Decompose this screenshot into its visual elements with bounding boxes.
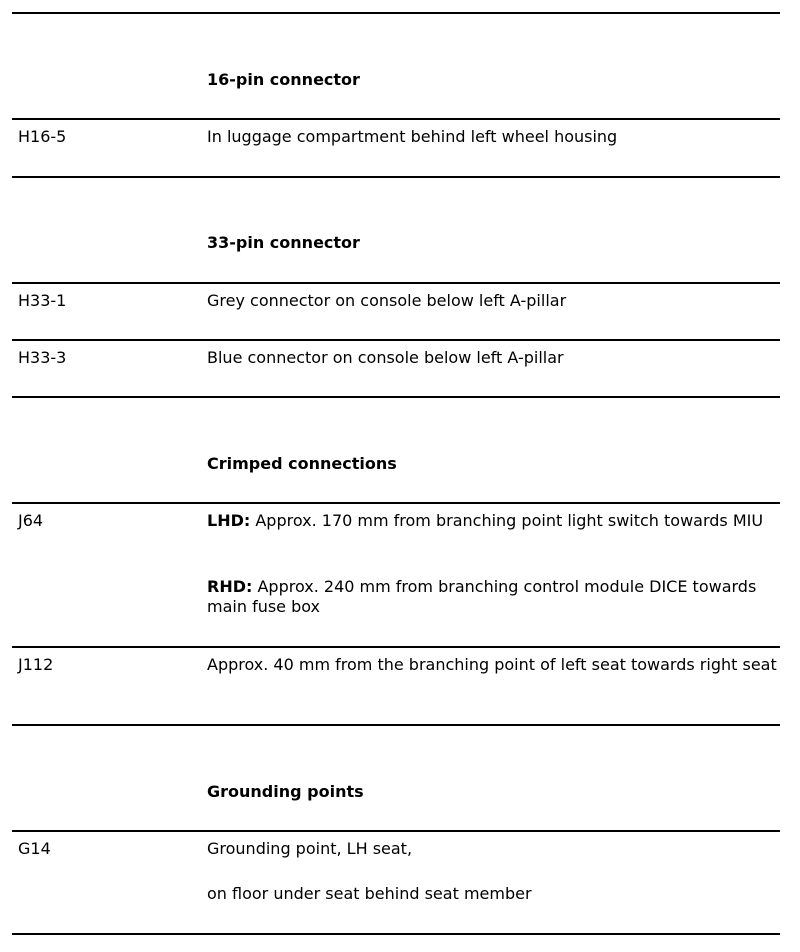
connector-location: Blue connector on console below left A-pillar xyxy=(207,348,564,367)
table-rule xyxy=(12,646,780,648)
table-rule xyxy=(12,118,780,120)
rhd-label: RHD: xyxy=(207,577,253,596)
rhd-text: Approx. 240 mm from branching control module DICE towards main fuse box xyxy=(207,577,757,616)
section-title-grounding: Grounding points xyxy=(207,782,364,801)
table-rule xyxy=(12,339,780,341)
grounding-code: G14 xyxy=(18,839,51,858)
lhd-label: LHD: xyxy=(207,511,251,530)
connection-location-rhd xyxy=(207,577,782,617)
table-rule xyxy=(12,176,780,178)
grounding-location-line-2: on floor under seat behind seat member xyxy=(207,884,532,903)
connection-code: J112 xyxy=(18,655,54,674)
table-rule xyxy=(12,830,780,832)
table-rule xyxy=(12,724,780,726)
connection-location-lhd xyxy=(207,511,782,531)
table-rule xyxy=(12,12,780,14)
table-rule xyxy=(12,933,780,935)
connection-location: Approx. 40 mm from the branching point of left seat towards right seat xyxy=(207,655,777,674)
connector-location: In luggage compartment behind left wheel housing xyxy=(207,127,618,146)
table-rule xyxy=(12,502,780,504)
connection-code: J64 xyxy=(18,511,44,530)
grounding-location-line-1: Grounding point, LH seat, xyxy=(207,839,413,858)
lhd-text: Approx. 170 mm from branching point light switch towards MIU xyxy=(250,511,764,530)
section-title-33-pin: 33-pin connector xyxy=(207,233,360,252)
table-rule xyxy=(12,396,780,398)
connector-code: H16-5 xyxy=(18,127,67,146)
section-title-16-pin: 16-pin connector xyxy=(207,70,360,89)
connector-code: H33-1 xyxy=(18,291,67,310)
connector-code: H33-3 xyxy=(18,348,67,367)
table-rule xyxy=(12,282,780,284)
section-title-crimped: Crimped connections xyxy=(207,454,397,473)
connector-location-table xyxy=(12,0,780,952)
connector-location: Grey connector on console below left A-pillar xyxy=(207,291,567,310)
